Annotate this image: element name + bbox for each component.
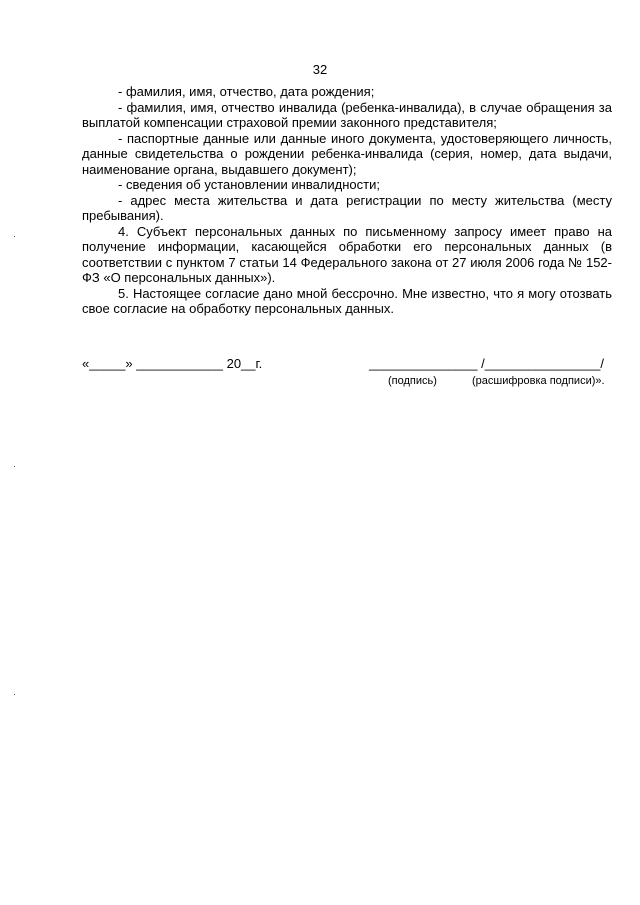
document-body (82, 84, 612, 317)
signature-block (82, 356, 612, 396)
list-item-passport-data: - паспортные данные или данные иного документа, удостоверяющего личность, данные свидетельства о рождении ребенка-инвалида (серия, номер, дата выдачи, наименование органа, выдавшего документ); (82, 130, 612, 177)
paragraph-4-subject-rights: 4. Субъект персональных данных по письменному запросу имеет право на получение информации, касающейся обработки его персональных данных (в соответствии с пунктом 7 статьи 14 Федерального закона от 27 июля 2006 года № 152-ФЗ «О персональных данных»). (82, 223, 612, 285)
paragraph-5-consent-term: 5. Настоящее согласие дано мной бессрочно. Мне известно, что я могу отозвать свое согласие на обработку персональных данных. (82, 285, 612, 316)
signature-decoding-caption: (расшифровка подписи)». (472, 375, 605, 387)
margin-mark (14, 694, 15, 695)
page-number: 32 (312, 62, 328, 77)
list-item-full-name-birthdate: - фамилия, имя, отчество, дата рождения; (118, 84, 375, 99)
list-item-disabled-person-name: - фамилия, имя, отчество инвалида (ребенка-инвалида), в случае обращения за выплатой компенсации страховой премии законного представителя; (82, 99, 612, 130)
date-field[interactable]: «_____» ____________ 20__г. (82, 356, 263, 371)
signature-field[interactable]: _______________ /________________/ (369, 356, 604, 371)
list-item-address: - адрес места жительства и дата регистрации по месту жительства (месту пребывания). (82, 192, 612, 223)
signature-caption: (подпись) (388, 375, 437, 387)
margin-mark (14, 466, 15, 467)
margin-mark (14, 236, 15, 237)
list-item-disability-info: - сведения об установлении инвалидности; (118, 177, 380, 192)
